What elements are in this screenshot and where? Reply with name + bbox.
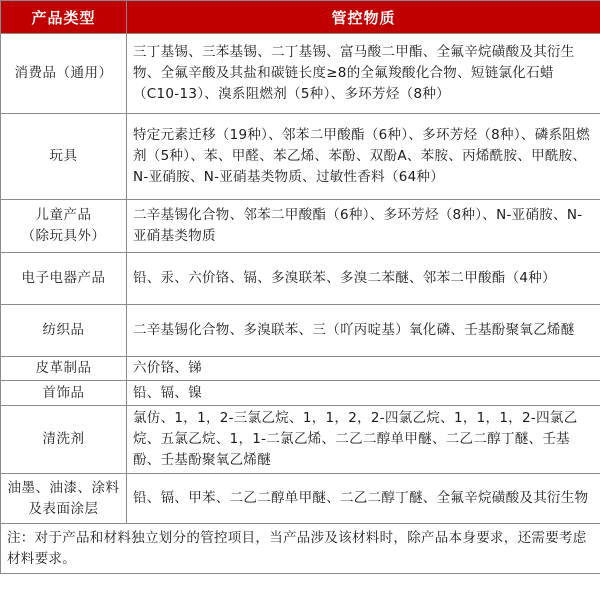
category-label: 首饰品 <box>42 384 85 401</box>
substances-cell: 二辛基锡化合物、多溴联苯、三（吖丙啶基）氧化磷、壬基酚聚氧乙烯醚 <box>127 305 600 357</box>
table-note: 注：对于产品和材料独立划分的管控项目，当产品涉及该材料时，除产品本身要求，还需要考虑材料要求。 <box>1 524 600 574</box>
category-label: （除玩具外） <box>21 228 106 244</box>
substances-cell: 铅、镉、甲苯、二乙二醇单甲醚、二乙二醇丁醚、全氟辛烷磺酸及其衍生物 <box>127 474 600 524</box>
category-label: 油墨、油漆、涂料 <box>7 479 120 496</box>
category-cell <box>1 381 127 406</box>
substances-cell: 特定元素迁移（19种）、邻苯二甲酸酯（6种）、多环芳烃（8种）、磷系阻燃剂（5种）、苯、甲醛、苯乙烯、苯酚、双酚A、苯胺、丙烯酰胺、甲酰胺、N-亚硝胺、N-亚硝基类物质、过敏性香料（64种） <box>127 114 600 200</box>
category-cell <box>1 357 127 381</box>
category-label: 纺织品 <box>42 322 85 338</box>
table-row <box>1 406 600 474</box>
category-label: 清洗剂 <box>42 431 85 447</box>
category-cell <box>1 406 127 474</box>
header-product-type: 产品类型 <box>1 1 127 34</box>
substances-cell: 铅、汞、六价铬、镉、多溴联苯、多溴二苯醚、邻苯二甲酸酯（4种） <box>127 253 600 305</box>
table-header-row <box>1 1 600 34</box>
table-row <box>1 381 600 406</box>
category-label: 及表面涂层 <box>28 500 99 517</box>
category-label: 电子电器产品 <box>21 270 106 286</box>
table-row <box>1 34 600 114</box>
table-row <box>1 474 600 524</box>
category-cell <box>1 253 127 305</box>
substances-cell: 氯仿、1，1，2-三氯乙烷、1，1，2，2-四氯乙烷、1，1，1，2-四氯乙烷、五氯乙烷、1，1-二氯乙烯、二乙二醇单甲醚、二乙二醇丁醚、壬基酚、壬基酚聚氧乙烯醚 <box>127 406 600 474</box>
substances-cell: 二辛基锡化合物、邻苯二甲酸酯（6种）、多环芳烃（8种）、N-亚硝胺、N-亚硝基类物质 <box>127 200 600 253</box>
substances-cell: 六价铬、锑 <box>127 357 600 381</box>
category-cell <box>1 305 127 357</box>
category-cell <box>1 114 127 200</box>
category-label: 玩具 <box>49 148 78 164</box>
table-row <box>1 200 600 253</box>
category-cell <box>1 474 127 524</box>
table-row <box>1 357 600 381</box>
note-row <box>1 524 600 574</box>
category-label: 皮革制品 <box>35 360 92 376</box>
category-label: 儿童产品 <box>35 207 92 223</box>
substances-cell: 三丁基锡、三苯基锡、二丁基锡、富马酸二甲酯、全氟辛烷磺酸及其衍生物、全氟辛酸及其盐和碳链长度≥8的全氟羧酸化合物、短链氯化石蜡（C10-13）、溴系阻燃剂（5种）、多环芳烃（8种） <box>127 34 600 114</box>
table-row <box>1 305 600 357</box>
substances-cell: 铅、镉、镍 <box>127 381 600 406</box>
category-cell <box>1 200 127 253</box>
table-row <box>1 253 600 305</box>
category-label: 消费品（通用） <box>14 65 113 81</box>
category-cell <box>1 34 127 114</box>
header-controlled-substances: 管控物质 <box>127 1 600 34</box>
table-row <box>1 114 600 200</box>
